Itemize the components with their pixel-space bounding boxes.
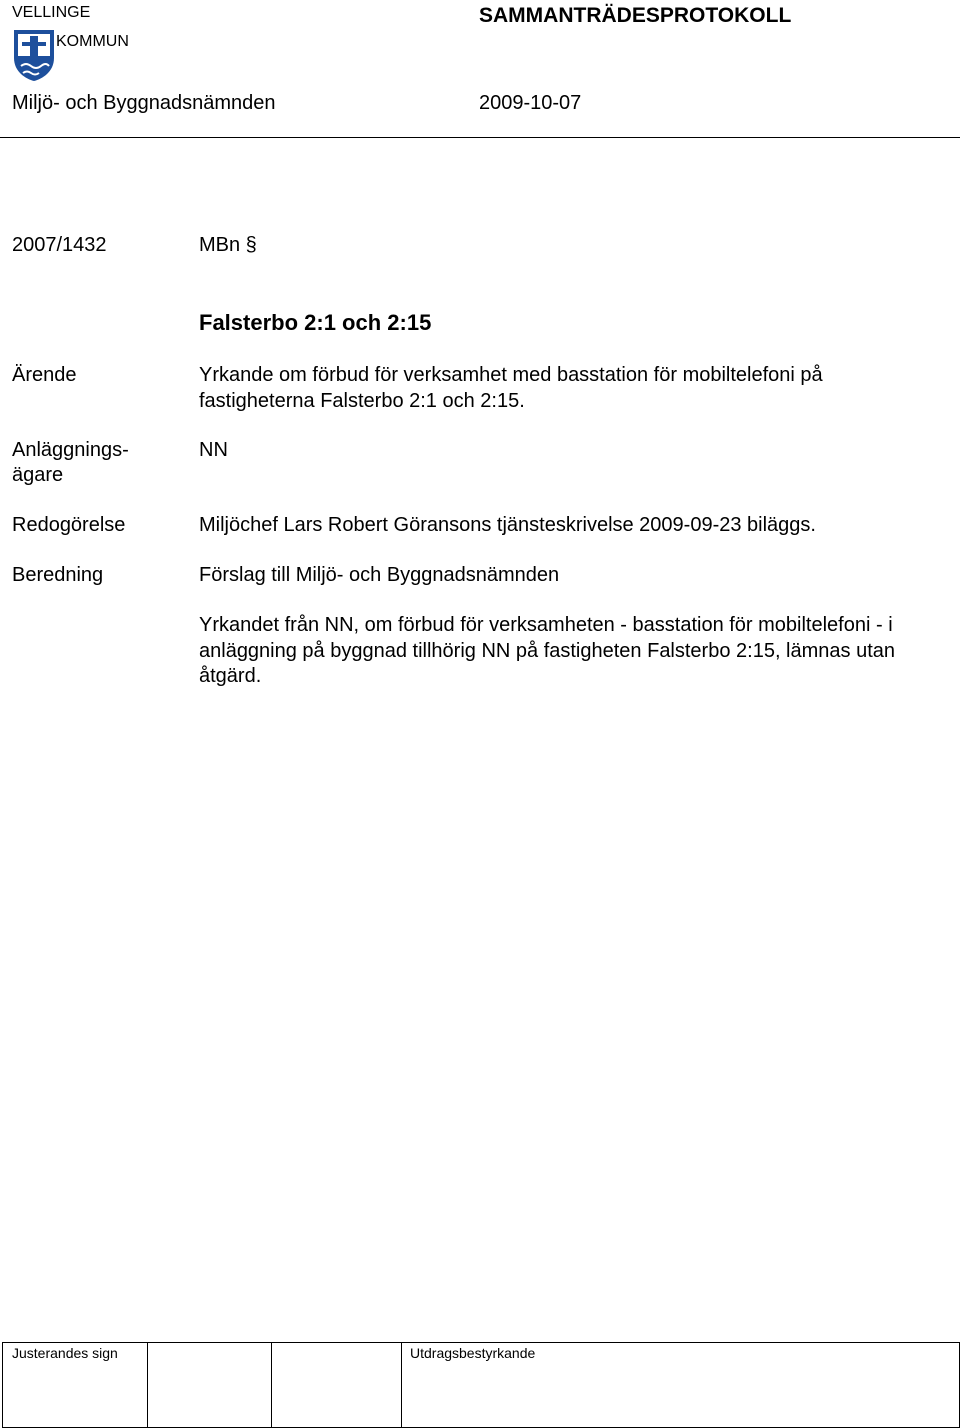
vellinge-logo: [12, 4, 137, 82]
extract-cell: [401, 1343, 958, 1427]
section-text-owner: NN: [199, 439, 228, 461]
paragraph-ref: MBn §: [199, 234, 257, 256]
signature-table: [2, 1342, 960, 1428]
sign-cell-1: [3, 1343, 148, 1427]
section-label-owner-line2: ägare: [12, 464, 64, 486]
sign-cell-3: [271, 1343, 402, 1427]
document-type: SAMMANTRÄDESPROTOKOLL: [479, 4, 792, 27]
section-label-owner-line1: Anläggnings-: [12, 439, 129, 461]
proposal-text: Yrkandet från NN, om förbud för verksamheten - basstation för mobiltelefoni - i anläggning på byggnad tillhörig NN på fastigheten Falsterbo 2:15, lämnas utan åtgärd.: [199, 614, 896, 687]
sign-label: Justerandes sign: [12, 1345, 118, 1361]
section-label-redogorelse: Redogörelse: [12, 514, 126, 536]
logo-wordmark: VELLINGE: [12, 4, 91, 21]
section-text-redogorelse: Miljöchef Lars Robert Göransons tjänsteskrivelse 2009-09-23 biläggs.: [199, 514, 816, 536]
board-name: Miljö- och Byggnadsnämnden: [12, 92, 276, 114]
section-text-arende: Yrkande om förbud för verksamhet med basstation för mobiltelefoni på fastigheterna Falsterbo 2:1 och 2:15.: [199, 364, 823, 412]
section-text-beredning: Förslag till Miljö- och Byggnadsnämnden: [199, 564, 560, 586]
sign-cell-2: [147, 1343, 272, 1427]
case-title: Falsterbo 2:1 och 2:15: [199, 310, 432, 335]
extract-label: Utdragsbestyrkande: [410, 1345, 536, 1361]
diary-number: 2007/1432: [12, 234, 107, 256]
meeting-date: 2009-10-07: [479, 92, 582, 114]
section-label-beredning: Beredning: [12, 564, 104, 586]
header-divider: [0, 137, 960, 138]
shield-crest-icon: [12, 28, 56, 82]
section-label-arende: Ärende: [12, 364, 77, 386]
logo-sub: KOMMUN: [56, 33, 129, 50]
